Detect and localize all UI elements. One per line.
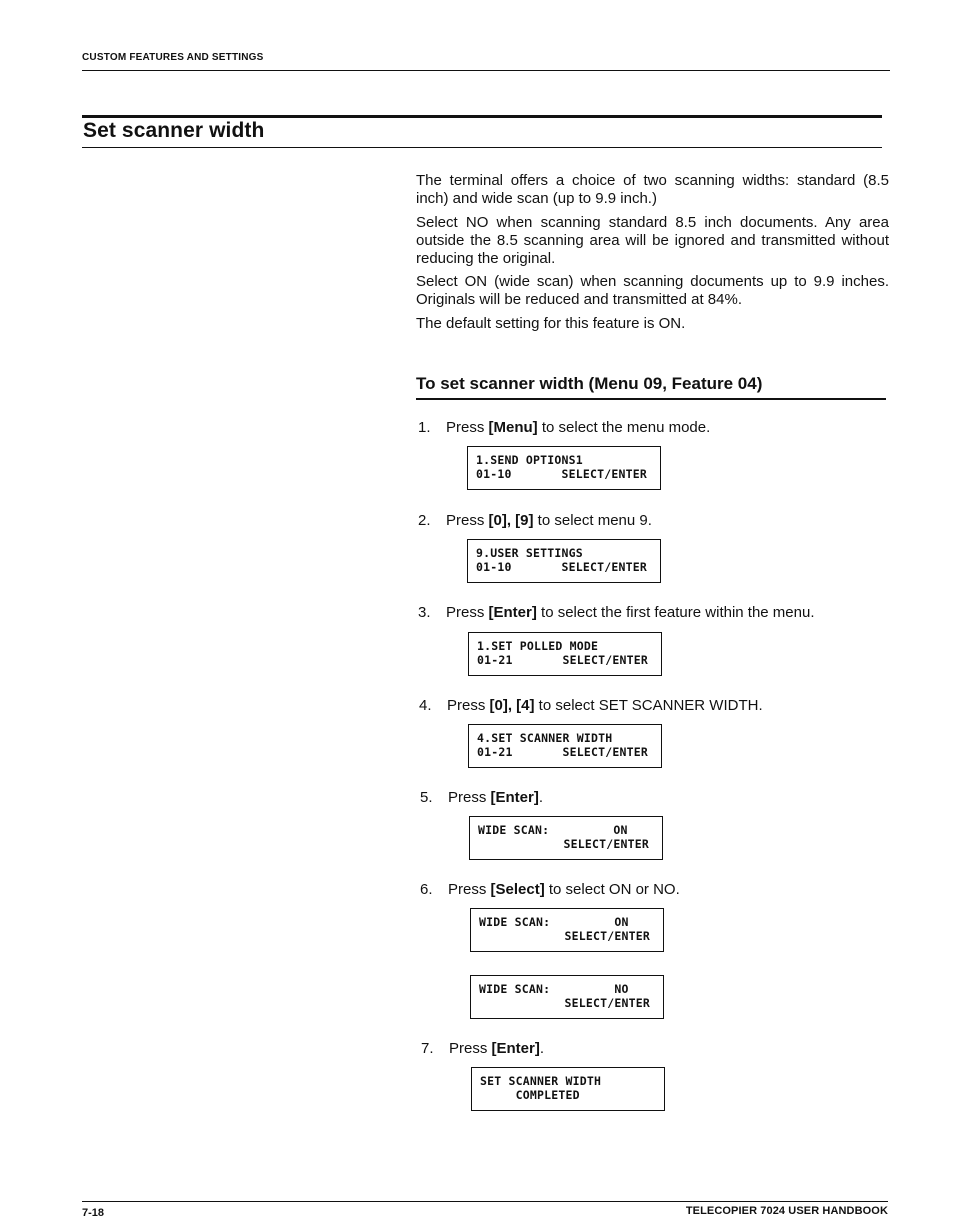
lcd-display-2: 9.USER SETTINGS 01-10 SELECT/ENTER (467, 539, 661, 583)
procedure-heading-rule (416, 398, 886, 400)
running-head: CUSTOM FEATURES AND SETTINGS (82, 52, 264, 63)
key-label: [Menu] (488, 419, 538, 436)
step-5: 5. Press [Enter]. (420, 789, 544, 806)
step-number: 1. (418, 419, 431, 436)
intro-paragraph-2: Select NO when scanning standard 8.5 inch documents. Any area outside the 8.5 scanning area will be ignored and transmitted without reducing the original. (416, 214, 889, 267)
procedure-heading: To set scanner width (Menu 09, Feature 04) (416, 374, 763, 393)
step-4: 4. Press [0], [4] to select SET SCANNER WIDTH. (419, 697, 763, 714)
page-title: Set scanner width (83, 119, 265, 142)
step-3: 3. Press [Enter] to select the first feature within the menu. (418, 604, 815, 621)
lcd-display-4: 4.SET SCANNER WIDTH 01-21 SELECT/ENTER (468, 724, 662, 768)
intro-paragraph-4: The default setting for this feature is ON. (416, 315, 686, 332)
title-top-rule (82, 115, 882, 118)
intro-paragraph-1: The terminal offers a choice of two scanning widths: standard (8.5 inch) and wide scan (up to 9.9 inch.) (416, 172, 889, 207)
step-2: 2. Press [0], [9] to select menu 9. (418, 512, 652, 529)
step-number: 3. (418, 604, 431, 621)
lcd-display-3: 1.SET POLLED MODE 01-21 SELECT/ENTER (468, 632, 662, 676)
key-label: [Enter] (488, 604, 537, 621)
step-1: 1. Press [Menu] to select the menu mode. (418, 419, 711, 436)
intro-paragraph-3: Select ON (wide scan) when scanning documents up to 9.9 inches. Originals will be reduced and transmitted at 84%. (416, 273, 889, 308)
lcd-display-6b: WIDE SCAN: NO SELECT/ENTER (470, 975, 664, 1019)
page-number: 7-18 (82, 1207, 105, 1219)
key-label: [Select] (490, 881, 545, 898)
key-label: [Enter] (491, 1040, 540, 1057)
lcd-display-6a: WIDE SCAN: ON SELECT/ENTER (470, 908, 664, 952)
title-bottom-rule (82, 147, 882, 148)
step-number: 4. (419, 697, 432, 714)
step-number: 5. (420, 789, 433, 806)
footer-rule (82, 1201, 888, 1202)
lcd-display-7: SET SCANNER WIDTH COMPLETED (471, 1067, 665, 1111)
step-number: 7. (421, 1040, 434, 1057)
step-6: 6. Press [Select] to select ON or NO. (420, 881, 680, 898)
step-number: 2. (418, 512, 431, 529)
step-7: 7. Press [Enter]. (421, 1040, 545, 1057)
step-number: 6. (420, 881, 433, 898)
lcd-display-1: 1.SEND OPTIONS1 01-10 SELECT/ENTER (467, 446, 661, 490)
key-label: [Enter] (490, 789, 539, 806)
key-label: [0], [4] (489, 697, 535, 714)
header-rule (82, 70, 890, 71)
book-title: TELECOPIER 7024 USER HANDBOOK (685, 1205, 888, 1217)
key-label: [0], [9] (488, 512, 534, 529)
lcd-display-5: WIDE SCAN: ON SELECT/ENTER (469, 816, 663, 860)
